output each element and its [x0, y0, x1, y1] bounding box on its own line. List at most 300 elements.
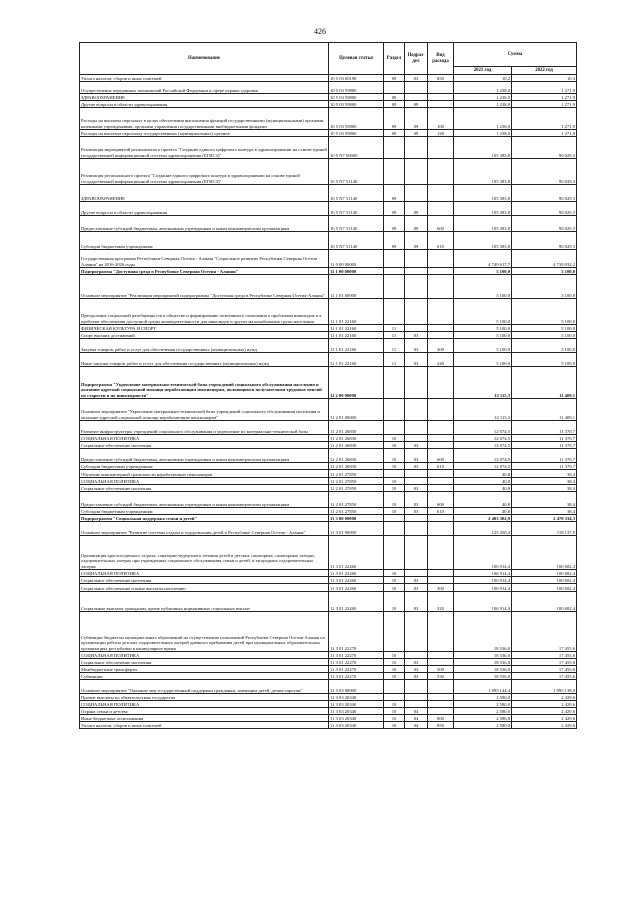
- row-section: 10: [384, 673, 405, 680]
- table-row: [80, 515, 577, 522]
- row-sum-2022: 118 137,9: [512, 522, 577, 536]
- row-expense-type: [428, 485, 454, 492]
- row-target-code: 11 3 03 20340: [329, 708, 384, 715]
- row-name: Субсидии бюджетным учреждениям: [80, 463, 329, 470]
- row-expense-type: [428, 367, 454, 399]
- table-row: [80, 492, 577, 508]
- row-expense-type: [428, 701, 454, 708]
- row-subsection: 03: [405, 577, 428, 584]
- row-subsection: [405, 701, 428, 708]
- row-subsection: [405, 250, 428, 268]
- row-sum-2022: 17 455,6: [512, 666, 577, 673]
- row-sum-2021: 2 403 302,9: [454, 515, 512, 522]
- row-expense-type: 600: [428, 449, 454, 463]
- row-sum-2021: 105 383,8: [454, 137, 512, 159]
- row-sum-2021: 18 536,0: [454, 673, 512, 680]
- row-name: Осуществление переданных полномочий Российской Федерации в сфере охраны здоровья: [80, 82, 329, 94]
- row-subsection: [405, 470, 428, 478]
- header-subsection: Подраз-дел: [405, 43, 428, 75]
- row-target-code: 11 2 01 27850: [329, 478, 384, 485]
- row-expense-type: 600: [428, 216, 454, 232]
- row-subsection: 09: [405, 202, 428, 216]
- table-row: [80, 367, 577, 399]
- row-sum-2022: 11 370,7: [512, 421, 577, 435]
- row-subsection: 09: [405, 108, 428, 130]
- row-target-code: 10 5 N7 51140: [329, 232, 384, 250]
- row-subsection: 03: [405, 485, 428, 492]
- row-section: [384, 694, 405, 701]
- row-sum-2022: 38,4: [512, 485, 577, 492]
- row-expense-type: [428, 536, 454, 570]
- row-target-code: 10 5 N7 51140: [329, 202, 384, 216]
- row-sum-2022: 100 682,4: [512, 536, 577, 570]
- row-expense-type: [428, 680, 454, 694]
- row-name: ФИЗИЧЕСКАЯ КУЛЬТУРА И СПОРТ: [80, 325, 329, 332]
- row-subsection: [405, 694, 428, 701]
- row-section: 10: [384, 722, 405, 729]
- row-section: 10: [384, 652, 405, 659]
- row-section: 10: [384, 435, 405, 442]
- row-subsection: [405, 275, 428, 299]
- table-row: [80, 159, 577, 185]
- row-name: Преодоление социальной разобщенности в обществе и формирование позитивного отношения к проблемам инвалидов и к проблеме обеспечения доступной среды жизнедеятельности для инвалидов и других маломобильных групп населения: [80, 299, 329, 325]
- row-section: 10: [384, 449, 405, 463]
- row-sum-2022: 90 029,3: [512, 185, 577, 202]
- budget-table: [79, 42, 577, 729]
- row-subsection: [405, 680, 428, 694]
- row-sum-2022: 1 095 138,0: [512, 680, 577, 694]
- row-target-code: 11 1 01 00000: [329, 275, 384, 299]
- row-target-code: 11 2 01 27850: [329, 485, 384, 492]
- row-sum-2021: 18 536,0: [454, 612, 512, 652]
- table-row: [80, 130, 577, 137]
- row-section: 10: [384, 570, 405, 577]
- row-expense-type: 240: [428, 353, 454, 367]
- row-sum-2021: 2 580,0: [454, 694, 512, 701]
- table-row: [80, 508, 577, 515]
- table-row: [80, 570, 577, 577]
- row-sum-2021: 5 100,0: [454, 353, 512, 367]
- row-name: Уплата налогов, сборов и иных платежей: [80, 75, 329, 82]
- row-target-code: 11 2 01 26830: [329, 435, 384, 442]
- row-target-code: 11 3 01 22270: [329, 673, 384, 680]
- row-sum-2022: 2 470 334,3: [512, 515, 577, 522]
- row-sum-2022: 4 739 032,2: [512, 250, 577, 268]
- row-sum-2021: 2 580,0: [454, 722, 512, 729]
- table-row: [80, 421, 577, 435]
- row-target-code: 11 3 01 22270: [329, 666, 384, 673]
- row-sum-2021: 5 100,0: [454, 299, 512, 325]
- row-subsection: [405, 652, 428, 659]
- row-section: 10: [384, 463, 405, 470]
- row-expense-type: 600: [428, 492, 454, 508]
- row-sum-2022: 100 682,4: [512, 577, 577, 584]
- table-row: [80, 101, 577, 108]
- table-row: [80, 82, 577, 94]
- row-target-code: 11 1 00 00000: [329, 268, 384, 275]
- table-row: [80, 137, 577, 159]
- row-expense-type: [428, 94, 454, 101]
- row-section: 10: [384, 666, 405, 673]
- row-section: 10: [384, 659, 405, 666]
- row-expense-type: 800: [428, 715, 454, 722]
- table-row: [80, 584, 577, 592]
- header-sum: Сумма: [454, 43, 577, 67]
- row-section: [384, 250, 405, 268]
- row-expense-type: [428, 478, 454, 485]
- row-subsection: 04: [405, 722, 428, 729]
- row-target-code: 10 5 N7 51140: [329, 216, 384, 232]
- row-sum-2021: 12 115,3: [454, 367, 512, 399]
- row-target-code: 11 3 03 20340: [329, 722, 384, 729]
- row-name: Социальное обеспечение населения: [80, 659, 329, 666]
- row-section: 09: [384, 232, 405, 250]
- row-target-code: 11 3 03 00000: [329, 680, 384, 694]
- row-section: [384, 367, 405, 399]
- row-name: Социальное обеспечение населения: [80, 442, 329, 449]
- row-sum-2021: 18 536,0: [454, 659, 512, 666]
- row-target-code: 11 3 01 22260: [329, 570, 384, 577]
- row-sum-2021: 106 914,4: [454, 570, 512, 577]
- row-expense-type: 120: [428, 130, 454, 137]
- row-subsection: 04: [405, 715, 428, 722]
- row-name: Субсидии бюджетным учреждениям: [80, 232, 329, 250]
- table-row: [80, 463, 577, 470]
- row-target-code: 11 1 01 22160: [329, 353, 384, 367]
- header-name: Наименование: [80, 43, 329, 75]
- row-sum-2022: 90 029,3: [512, 216, 577, 232]
- row-target-code: 11 2 01 26830: [329, 442, 384, 449]
- row-sum-2021: 1 238,0: [454, 108, 512, 130]
- row-sum-2022: 100 682,4: [512, 592, 577, 612]
- row-expense-type: [428, 612, 454, 652]
- row-name: Социальные выплаты гражданам, кроме публичных нормативных социальных выплат: [80, 592, 329, 612]
- row-sum-2021: 105 383,8: [454, 216, 512, 232]
- row-sum-2022: 90 029,3: [512, 137, 577, 159]
- row-subsection: 09: [405, 216, 428, 232]
- row-target-code: 11 3 01 22270: [329, 659, 384, 666]
- row-target-code: 11 3 03 20340: [329, 715, 384, 722]
- row-expense-type: 300: [428, 584, 454, 592]
- row-subsection: 04: [405, 708, 428, 715]
- row-sum-2021: 12 074,5: [454, 463, 512, 470]
- row-target-code: 10 5 03 59800: [329, 94, 384, 101]
- row-sum-2022: 100 682,4: [512, 570, 577, 577]
- row-expense-type: 850: [428, 75, 454, 82]
- row-section: 09: [384, 108, 405, 130]
- row-expense-type: [428, 442, 454, 449]
- row-expense-type: 610: [428, 232, 454, 250]
- row-sum-2022: 90 029,3: [512, 202, 577, 216]
- row-sum-2021: 2 580,0: [454, 715, 512, 722]
- row-sum-2022: 11 370,7: [512, 463, 577, 470]
- table-row: [80, 722, 577, 729]
- row-sum-2021: 4 749 617,7: [454, 250, 512, 268]
- row-name: Подпрограмма "Доступная среда в Республике Северная Осетия - Алания": [80, 268, 329, 275]
- row-sum-2021: 40,8: [454, 485, 512, 492]
- row-subsection: 03: [405, 492, 428, 508]
- table-row: [80, 485, 577, 492]
- row-sum-2021: 18 536,0: [454, 652, 512, 659]
- row-subsection: [405, 159, 428, 185]
- row-sum-2021: 1 095 144,4: [454, 680, 512, 694]
- table-row: [80, 275, 577, 299]
- row-target-code: 11 0 00 00000: [329, 250, 384, 268]
- row-sum-2022: 17 455,6: [512, 659, 577, 666]
- row-target-code: 11 3 01 22260: [329, 592, 384, 612]
- row-expense-type: 200: [428, 339, 454, 353]
- row-sum-2022: 90 029,3: [512, 232, 577, 250]
- row-subsection: 09: [405, 232, 428, 250]
- row-target-code: 11 3 00 00000: [329, 515, 384, 522]
- row-subsection: [405, 94, 428, 101]
- row-section: 11: [384, 353, 405, 367]
- row-subsection: [405, 478, 428, 485]
- row-expense-type: [428, 325, 454, 332]
- row-section: 11: [384, 332, 405, 339]
- row-sum-2021: 5 100,0: [454, 275, 512, 299]
- row-sum-2021: 5 100,0: [454, 325, 512, 332]
- row-expense-type: [428, 470, 454, 478]
- row-sum-2021: 125 450,4: [454, 522, 512, 536]
- row-subsection: [405, 515, 428, 522]
- row-sum-2021: 1 238,0: [454, 130, 512, 137]
- table-row: [80, 202, 577, 216]
- row-name: Закупка товаров, работ и услуг для обеспечения государственных (муниципальных) нужд: [80, 339, 329, 353]
- row-sum-2022: 2 429,6: [512, 715, 577, 722]
- row-sum-2021: 40,8: [454, 470, 512, 478]
- row-target-code: 11 3 01 22270: [329, 652, 384, 659]
- row-sum-2021: 12 074,5: [454, 435, 512, 442]
- row-expense-type: [428, 82, 454, 94]
- row-section: 10: [384, 584, 405, 592]
- row-sum-2022: 11 409,1: [512, 367, 577, 399]
- row-name: Подпрограмма "Укрепление материально-технической базы учреждений социального обслуживания населения и оказание адресной социальной помощи неработающим пенсионерам, являющимся получателями трудовых пенсий по старости и по инвалидности": [80, 367, 329, 399]
- row-sum-2021: 12 074,5: [454, 421, 512, 435]
- row-sum-2022: 5 100,0: [512, 275, 577, 299]
- row-section: [384, 680, 405, 694]
- header-year-2021: 2021 год: [454, 67, 512, 75]
- row-sum-2021: 105 383,8: [454, 185, 512, 202]
- row-section: 10: [384, 708, 405, 715]
- row-sum-2022: 5 100,0: [512, 325, 577, 332]
- table-row: [80, 108, 577, 130]
- row-expense-type: [428, 185, 454, 202]
- row-name: СОЦИАЛЬНАЯ ПОЛИТИКА: [80, 570, 329, 577]
- row-subsection: 03: [405, 442, 428, 449]
- row-expense-type: [428, 299, 454, 325]
- row-name: Иные бюджетные ассигнования: [80, 715, 329, 722]
- row-name: Организация круглогодичного отдыха, санаторно-курортного лечения детей в детских санаториях, санаторных лагерях, оздоровительных лагерях при учреждениях социального обслуживания семьи и детей, в загородных оздоровительных лагерях: [80, 536, 329, 570]
- row-name: Охрана семьи и детства: [80, 708, 329, 715]
- table-row: [80, 680, 577, 694]
- row-section: [384, 159, 405, 185]
- row-target-code: 10 5 03 59800: [329, 101, 384, 108]
- row-name: Подпрограмма "Социальная поддержка семьи и детей": [80, 515, 329, 522]
- row-target-code: 11 2 01 27850: [329, 508, 384, 515]
- row-section: 09: [384, 75, 405, 82]
- table-row: [80, 232, 577, 250]
- row-sum-2021: 105 383,8: [454, 232, 512, 250]
- row-section: [384, 421, 405, 435]
- row-sum-2022: 17 455,6: [512, 612, 577, 652]
- row-target-code: 11 2 01 00000: [329, 399, 384, 421]
- row-subsection: 03: [405, 592, 428, 612]
- table-row: [80, 592, 577, 612]
- row-sum-2022: 1 271,9: [512, 108, 577, 130]
- header-section: Раздел: [384, 43, 405, 75]
- row-section: 10: [384, 577, 405, 584]
- row-target-code: 11 2 01 26830: [329, 421, 384, 435]
- row-subsection: 03: [405, 339, 428, 353]
- table-row: [80, 250, 577, 268]
- table-row: [80, 708, 577, 715]
- row-name: Предоставление субсидий бюджетным, автономным учреждениям и иным некоммерческим организациям: [80, 449, 329, 463]
- row-subsection: [405, 137, 428, 159]
- row-sum-2022: 2 429,6: [512, 701, 577, 708]
- row-section: 10: [384, 701, 405, 708]
- table-row: [80, 577, 577, 584]
- row-section: [384, 268, 405, 275]
- row-expense-type: 850: [428, 722, 454, 729]
- table-row: [80, 478, 577, 485]
- row-expense-type: [428, 137, 454, 159]
- row-sum-2021: 2 580,0: [454, 708, 512, 715]
- row-section: [384, 275, 405, 299]
- table-row: [80, 75, 577, 82]
- row-sum-2022: 1 271,9: [512, 101, 577, 108]
- row-target-code: 10 5 N7 51140: [329, 159, 384, 185]
- table-row: [80, 94, 577, 101]
- row-name: Предоставление субсидий бюджетным, автономным учреждениям и иным некоммерческим организациям: [80, 492, 329, 508]
- row-sum-2021: 40,8: [454, 508, 512, 515]
- row-sum-2022: 2 429,6: [512, 722, 577, 729]
- row-expense-type: [428, 202, 454, 216]
- row-expense-type: [428, 250, 454, 268]
- table-row: [80, 299, 577, 325]
- row-subsection: 03: [405, 332, 428, 339]
- row-sum-2021: 106 914,4: [454, 592, 512, 612]
- row-name: Уплата налогов, сборов и иных платежей: [80, 722, 329, 729]
- row-sum-2021: 12 074,5: [454, 442, 512, 449]
- table-row: [80, 332, 577, 339]
- row-section: 11: [384, 339, 405, 353]
- row-section: 10: [384, 492, 405, 508]
- row-expense-type: [428, 332, 454, 339]
- table-row: [80, 536, 577, 570]
- row-section: 09: [384, 185, 405, 202]
- header-target: Целевая статья: [329, 43, 384, 75]
- table-row: [80, 612, 577, 652]
- row-expense-type: [428, 708, 454, 715]
- row-sum-2022: 38,4: [512, 492, 577, 508]
- row-subsection: 03: [405, 463, 428, 470]
- row-expense-type: 530: [428, 673, 454, 680]
- row-section: [384, 522, 405, 536]
- row-section: 09: [384, 202, 405, 216]
- row-expense-type: 610: [428, 508, 454, 515]
- row-sum-2021: 106 914,4: [454, 584, 512, 592]
- row-name: Социальное обеспечение населения: [80, 577, 329, 584]
- row-expense-type: [428, 101, 454, 108]
- table-row: [80, 694, 577, 701]
- row-section: [384, 82, 405, 94]
- row-target-code: 11 1 01 22160: [329, 332, 384, 339]
- table-row: [80, 673, 577, 680]
- table-row: [80, 339, 577, 353]
- row-name: СОЦИАЛЬНАЯ ПОЛИТИКА: [80, 701, 329, 708]
- row-sum-2022: 38,4: [512, 508, 577, 515]
- row-subsection: 09: [405, 101, 428, 108]
- row-subsection: 03: [405, 449, 428, 463]
- row-name: Субвенции бюджетам муниципальных образований на осуществление полномочий Республики Северная Осетия-Алания по организации работы детских оздоровительных лагерей дневного пребывания детей при муниципальных образовательных организациях республики в каникулярное время: [80, 612, 329, 652]
- row-name: Субвенции: [80, 673, 329, 680]
- table-body: [80, 75, 577, 729]
- row-name: Основное мероприятие "Реализация мероприятий подпрограммы "Доступная среда в Республике Северная Осетия-Алания": [80, 275, 329, 299]
- row-subsection: 09: [405, 130, 428, 137]
- row-subsection: 03: [405, 75, 428, 82]
- row-name: Основное мероприятие "Развитие системы отдыха и оздоровления детей в Республике Северная Осетия - Алания": [80, 522, 329, 536]
- row-target-code: 10 5 03 00190: [329, 75, 384, 82]
- row-target-code: 11 2 00 00000: [329, 367, 384, 399]
- row-section: [384, 137, 405, 159]
- row-sum-2021: 5 100,0: [454, 332, 512, 339]
- row-name: Расходы на выплаты персоналу в целях обеспечения выполнения функций государственными (муниципальными) органами, казенными учреждениями, органами управления государственными внебюджетными фондами: [80, 108, 329, 130]
- row-section: 11: [384, 325, 405, 332]
- row-target-code: 11 2 01 26830: [329, 463, 384, 470]
- row-target-code: 10 5 N7 51140: [329, 185, 384, 202]
- row-expense-type: [428, 570, 454, 577]
- row-target-code: 10 5 03 59800: [329, 82, 384, 94]
- header-expense: Вид расхода: [428, 43, 454, 75]
- row-target-code: 11 3 01 22260: [329, 584, 384, 592]
- row-sum-2022: 17 455,6: [512, 673, 577, 680]
- row-sum-2021: 10,2: [454, 75, 512, 82]
- row-expense-type: [428, 522, 454, 536]
- row-sum-2021: 1 238,0: [454, 94, 512, 101]
- row-target-code: 11 1 01 22160: [329, 339, 384, 353]
- row-name: Развитие инфраструктуры учреждений социального обслуживания и укрепление их материально-технической базы: [80, 421, 329, 435]
- row-sum-2021: 2 580,0: [454, 701, 512, 708]
- row-name: СОЦИАЛЬНАЯ ПОЛИТИКА: [80, 435, 329, 442]
- row-target-code: 11 3 03 20340: [329, 701, 384, 708]
- row-name: Обучение компьютерной грамотности неработающих пенсионеров: [80, 470, 329, 478]
- row-expense-type: [428, 694, 454, 701]
- row-section: [384, 399, 405, 421]
- row-target-code: 10 5 03 59800: [329, 108, 384, 130]
- row-section: 09: [384, 94, 405, 101]
- table-row: [80, 652, 577, 659]
- row-subsection: [405, 82, 428, 94]
- row-subsection: [405, 299, 428, 325]
- row-expense-type: [428, 659, 454, 666]
- row-expense-type: [428, 577, 454, 584]
- row-sum-2022: 38,4: [512, 478, 577, 485]
- row-section: 10: [384, 478, 405, 485]
- row-section: 10: [384, 485, 405, 492]
- row-section: [384, 612, 405, 652]
- row-name: Социальное обеспечение населения: [80, 485, 329, 492]
- row-sum-2022: 5 100,0: [512, 353, 577, 367]
- table-row: [80, 659, 577, 666]
- row-name: Реализация регионального проекта "Создание единого цифрового контура в здравоохранении на основе единой государственной информационной системы здравоохранения (ЕГИСЗ)": [80, 159, 329, 185]
- table-row: [80, 449, 577, 463]
- row-subsection: 03: [405, 659, 428, 666]
- row-sum-2022: 11 370,7: [512, 449, 577, 463]
- row-sum-2021: 105 383,8: [454, 202, 512, 216]
- row-name: Субсидии бюджетным учреждениям: [80, 508, 329, 515]
- row-sum-2022: 1 271,9: [512, 94, 577, 101]
